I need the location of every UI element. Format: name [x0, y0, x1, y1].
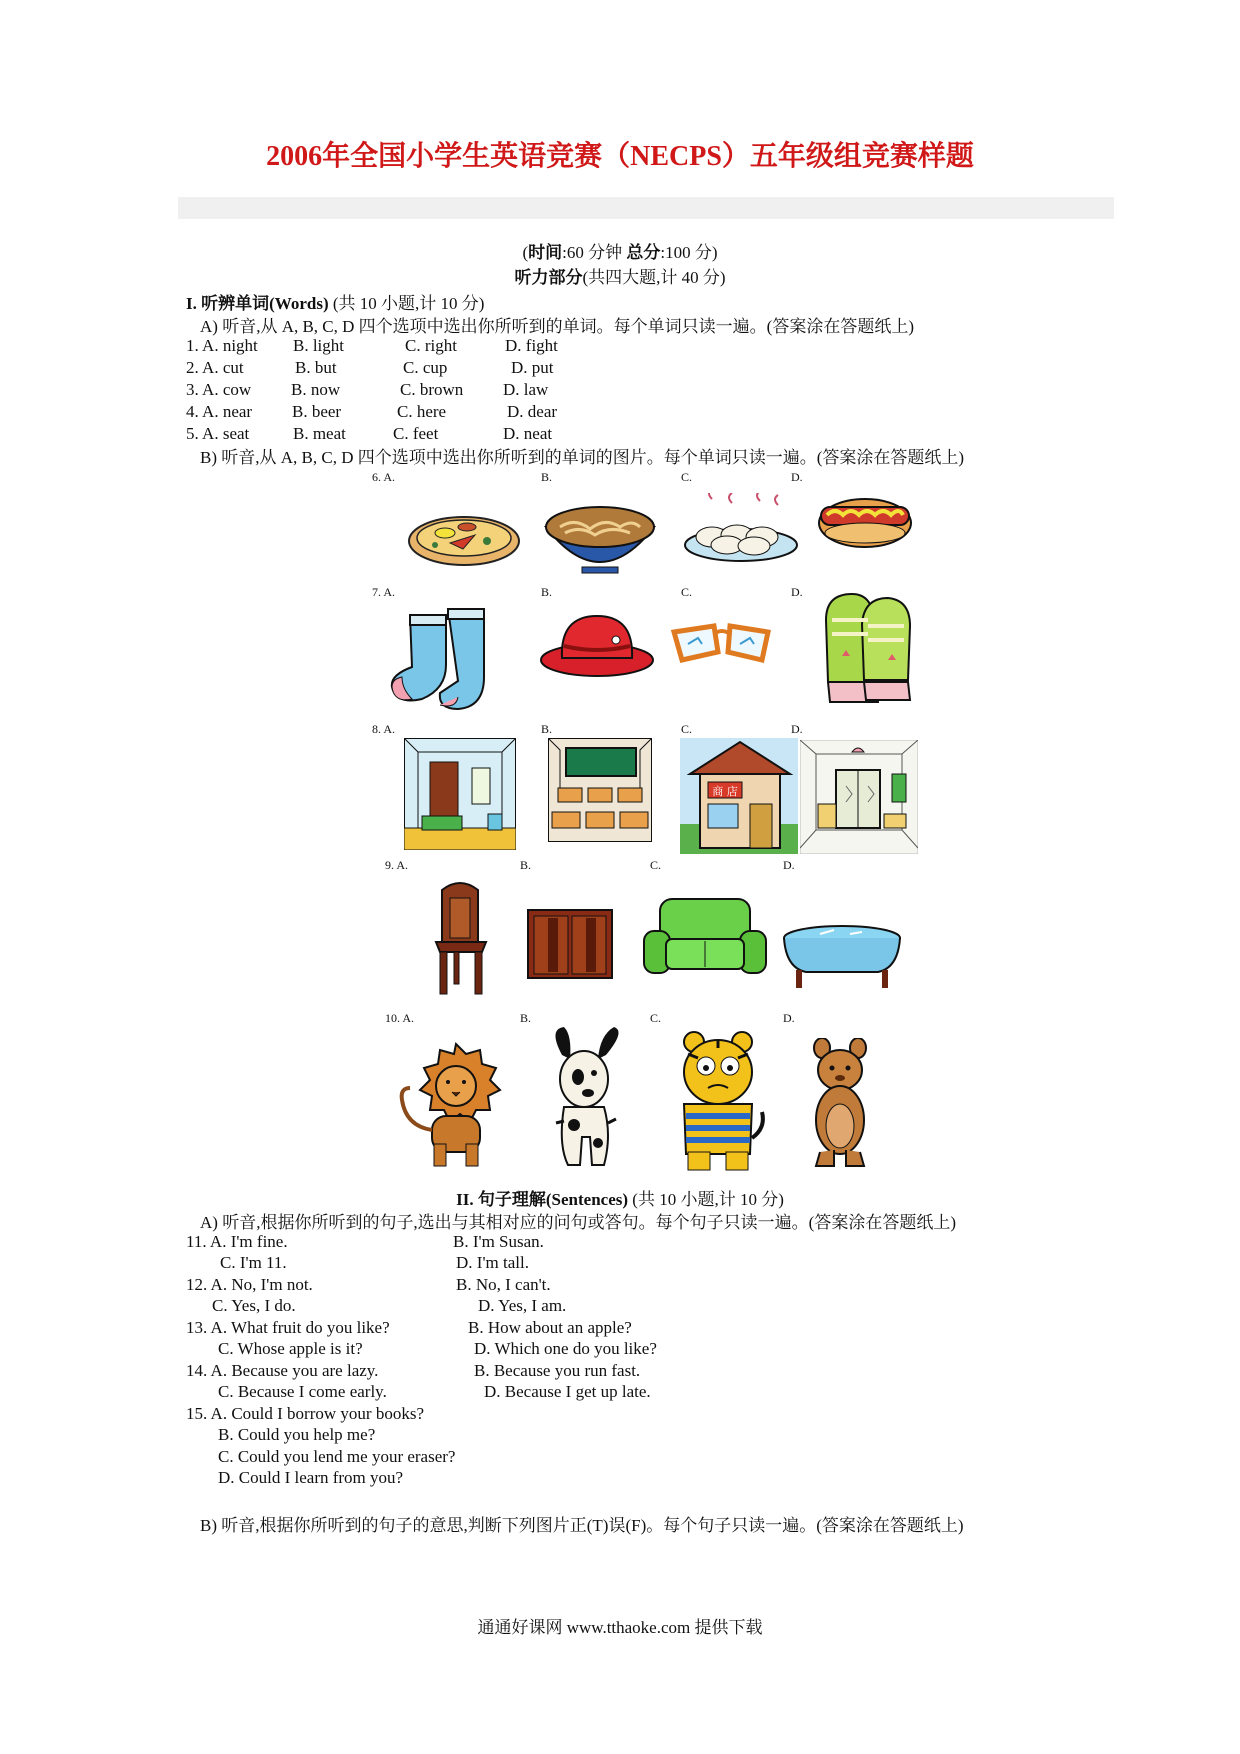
q7-label-a: 7. A.	[372, 585, 396, 599]
classroom-picture	[548, 738, 652, 842]
q15-b: B. Could you help me?	[218, 1425, 376, 1444]
glasses-icon	[668, 616, 780, 672]
q11-d: D. I'm tall.	[456, 1253, 529, 1272]
q12-d: D. Yes, I am.	[478, 1296, 567, 1315]
section1-partA: A) 听音,从 A, B, C, D 四个选项中选出你所听到的单词。每个单词只读一遍。(答案涂在答题纸上)	[200, 317, 914, 336]
tiger-icon	[668, 1028, 768, 1172]
q11-c: C. I'm 11.	[220, 1253, 287, 1272]
q1-c: C. right	[405, 336, 457, 355]
q10-label-a: 10. A.	[385, 1011, 415, 1025]
q10-label-d: D.	[783, 1011, 795, 1025]
q10-label-c: C.	[650, 1011, 662, 1025]
q7-label-d: D.	[791, 585, 803, 599]
q15-c: C. Could you lend me your eraser?	[218, 1447, 456, 1466]
lion-icon	[396, 1040, 516, 1168]
q12-b: B. No, I can't.	[456, 1275, 551, 1294]
q5-c: C. feet	[393, 424, 439, 443]
sofa-icon	[642, 895, 768, 981]
listening-heading: 听力部分(共四大题,计 40 分)	[514, 268, 726, 287]
q13-d: D. Which one do you like?	[474, 1339, 657, 1358]
q15-d: D. Could I learn from you?	[218, 1468, 404, 1487]
time-score-line: (时间:60 分钟 总分:100 分)	[522, 243, 718, 262]
q3-b: B. now	[291, 380, 341, 399]
dumplings-icon	[682, 493, 800, 565]
q15-a: 15. A. Could I borrow your books?	[186, 1404, 424, 1423]
q14-d: D. Because I get up late.	[484, 1382, 651, 1401]
hat-icon	[538, 610, 656, 680]
q7-label-c: C.	[681, 585, 693, 599]
footer: 通通好课网 www.tthaoke.com 提供下载	[477, 1618, 763, 1637]
q13-a: 13. A. What fruit do you like?	[186, 1318, 390, 1337]
wardrobe-icon	[526, 908, 614, 980]
section1-partB: B) 听音,从 A, B, C, D 四个选项中选出你所听到的单词的图片。每个单词只读一遍。(答案涂在答题纸上)	[200, 448, 965, 467]
q4-b: B. beer	[292, 402, 342, 421]
q4-c: C. here	[397, 402, 447, 421]
q9-label-b: B.	[520, 858, 532, 872]
q2-d: D. put	[511, 358, 554, 377]
q3-d: D. law	[503, 380, 549, 399]
q4-a: 4. A. near	[186, 402, 253, 421]
sentence-questions	[0, 1232, 1240, 1502]
q6-label-c: C.	[681, 470, 693, 484]
chair-icon	[432, 880, 490, 996]
q12-c: C. Yes, I do.	[212, 1296, 296, 1315]
q6-label-b: B.	[541, 470, 553, 484]
q6-label-a: 6. A.	[372, 470, 396, 484]
noodle-bowl-icon	[540, 497, 660, 577]
q8-label-c: C.	[681, 722, 693, 736]
q2-b: B. but	[295, 358, 337, 377]
q8-label-a: 8. A.	[372, 722, 396, 736]
hotdog-icon	[815, 485, 915, 553]
section2-heading: II. 句子理解(Sentences) (共 10 小题,计 10 分)	[456, 1190, 784, 1209]
q13-b: B. How about an apple?	[468, 1318, 632, 1337]
q12-a: 12. A. No, I'm not.	[186, 1275, 313, 1294]
q2-c: C. cup	[403, 358, 448, 377]
section1-heading: I. 听辨单词(Words) (共 10 小题,计 10 分)	[186, 294, 485, 313]
q11-a: 11. A. I'm fine.	[186, 1232, 288, 1251]
q14-a: 14. A. Because you are lazy.	[186, 1361, 379, 1380]
q5-b: B. meat	[293, 424, 346, 443]
bedroom-picture	[404, 738, 516, 850]
word-questions	[0, 336, 1240, 446]
kangaroo-icon	[800, 1038, 882, 1168]
page-title: 2006年全国小学生英语竞赛（NECPS）五年级组竞赛样题	[266, 141, 974, 172]
shop-sign-text: 商 店	[712, 785, 738, 798]
q9-label-c: C.	[650, 858, 662, 872]
mittens-icon	[818, 590, 918, 708]
q11-b: B. I'm Susan.	[453, 1232, 544, 1251]
pizza-icon	[405, 505, 523, 573]
q14-c: C. Because I come early.	[218, 1382, 387, 1401]
q5-d: D. neat	[503, 424, 553, 443]
shop-picture	[680, 738, 798, 854]
q1-a: 1. A. night	[186, 336, 258, 355]
q1-d: D. fight	[505, 336, 558, 355]
q9-label-d: D.	[783, 858, 795, 872]
q2-a: 2. A. cut	[186, 358, 244, 377]
socks-icon	[388, 605, 510, 715]
header-band	[178, 197, 1114, 219]
q8-label-d: D.	[791, 722, 803, 736]
q5-a: 5. A. seat	[186, 424, 250, 443]
q8-label-b: B.	[541, 722, 553, 736]
q3-c: C. brown	[400, 380, 464, 399]
q1-b: B. light	[293, 336, 345, 355]
section2-partA: A) 听音,根据你所听到的句子,选出与其相对应的问句或答句。每个句子只读一遍。(答案涂在答题纸上)	[200, 1213, 957, 1232]
q3-a: 3. A. cow	[186, 380, 252, 399]
q7-label-b: B.	[541, 585, 553, 599]
q9-label-a: 9. A.	[385, 858, 409, 872]
dog-icon	[542, 1025, 628, 1171]
q4-d: D. dear	[507, 402, 558, 421]
q6-label-d: D.	[791, 470, 803, 484]
section2-partB: B) 听音,根据你所听到的句子的意思,判断下列图片正(T)误(F)。每个句子只读一遍。(答案涂在答题纸上)	[200, 1516, 964, 1535]
q10-label-b: B.	[520, 1011, 532, 1025]
q14-b: B. Because you run fast.	[474, 1361, 641, 1380]
living-room-picture	[800, 740, 918, 854]
table-icon	[780, 922, 904, 990]
q13-c: C. Whose apple is it?	[218, 1339, 363, 1358]
